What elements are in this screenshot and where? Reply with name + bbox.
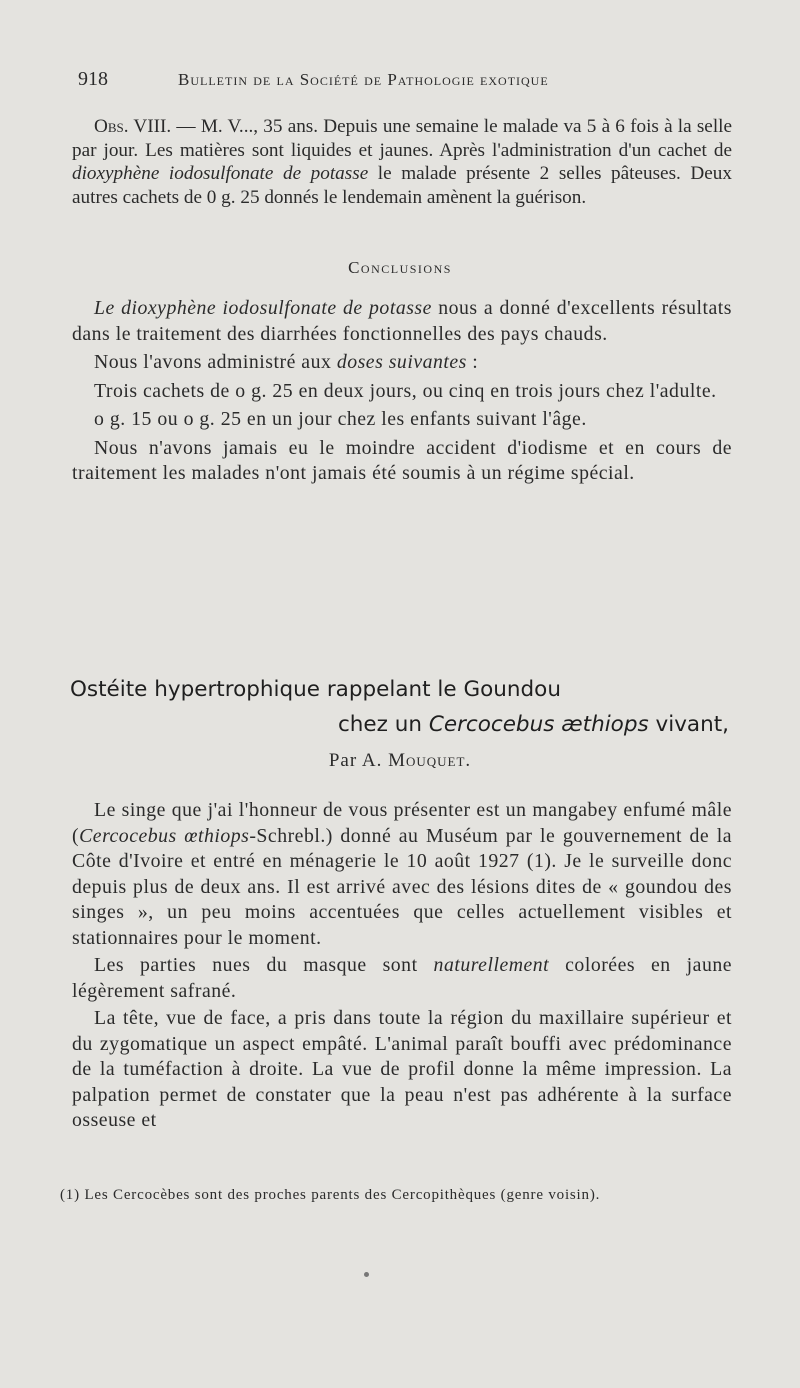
body-paragraph: La tête, vue de face, a pris dans toute la région du maxillaire supérieur et du zygomatique un aspect empâté. L'animal paraît bouffi avec prédominance de la tuméfaction à droite. La vue de profil donne la même impression. La palpation permet de constater que la peau n'est pas adhérente à la surface osseuse et: [72, 1007, 732, 1131]
article-title: [70, 672, 735, 742]
conclusion-paragraph: [72, 296, 732, 347]
conclusion-italic: Le dioxyphène iodosulfonate de potasse: [94, 297, 432, 319]
conclusion-text: Nous l'avons administré aux: [94, 351, 337, 373]
author-prefix: Par A.: [328, 750, 389, 771]
ink-speck: [364, 1272, 369, 1277]
page-number: 918: [78, 68, 108, 90]
article-body: [72, 798, 732, 1136]
conclusion-text: nous a donné d'excellents résultats dans le traitement des diarrhées fonctionnelles des pays chauds.: [72, 297, 732, 345]
article-author: [0, 750, 800, 772]
observation-label: Obs. VIII.: [94, 116, 172, 137]
article-title-text: chez un: [337, 712, 429, 737]
observation-italic: dioxyphène iodosulfonate de potasse: [72, 163, 369, 184]
body-text: Le singe que j'ai l'honneur de vous présenter est un mangabey enfumé mâle (: [72, 799, 732, 847]
body-text: Les parties nues du masque sont: [94, 954, 434, 976]
body-text: -Schrebl.) donné au Muséum par le gouvernement de la Côte d'Ivoire et entré en ménagerie le 10 août 1927 (1). Je le surveille donc depuis plus de deux ans. Il est arrivé avec des lésions dites de « goundou des singes », un peu moins accentuées que celles actuellement visibles et stationnaires pour le moment.: [72, 824, 732, 949]
body-paragraph: [72, 953, 732, 1004]
body-paragraph: [72, 798, 732, 951]
body-text: colorées en jaune légèrement safrané.: [72, 954, 733, 1002]
article-title-line2: [70, 707, 735, 742]
running-header: [78, 68, 728, 98]
body-italic: naturellement: [433, 954, 550, 976]
conclusion-paragraph: o g. 15 ou o g. 25 en un jour chez les enfants suivant l'âge.: [94, 408, 587, 430]
observation-text-end: le malade présente 2 selles pâteuses. Deux autres cachets de 0 g. 25 donnés le lendemain amènent la guérison.: [72, 163, 732, 208]
conclusions-heading: Conclusions: [348, 258, 452, 277]
article-title-species: Cercocebus æthiops: [428, 712, 649, 737]
article-title-text: vivant,: [648, 712, 729, 737]
conclusion-paragraph: Nous n'avons jamais eu le moindre accident d'iodisme et en cours de traitement les malades n'ont jamais été soumis à un régime spécial.: [72, 436, 732, 484]
observation-paragraph: [72, 115, 732, 209]
conclusion-text: :: [466, 351, 479, 373]
body-italic: Cercocebus œthiops: [79, 824, 250, 847]
footnote: (1) Les Cercocèbes sont des proches parents des Cercopithèques (genre voisin).: [60, 1187, 601, 1203]
author-name: Mouquet.: [388, 750, 472, 771]
conclusion-paragraph: Trois cachets de o g. 25 en deux jours, ou cinq en trois jours chez l'adulte.: [94, 379, 717, 402]
article-title-line1: Ostéite hypertrophique rappelant le Goundou: [70, 677, 561, 702]
conclusion-italic: doses suivantes: [336, 351, 467, 373]
conclusion-paragraph: [72, 350, 732, 376]
journal-title: Bulletin de la Société de Pathologie exotique: [178, 70, 549, 89]
conclusions-section: [72, 296, 732, 490]
observation-text: — M. V..., 35 ans. Depuis une semaine le malade va 5 à 6 fois à la selle par jour. Les matières sont liquides et jaunes. Après l'administration d'un cachet de: [72, 116, 732, 161]
